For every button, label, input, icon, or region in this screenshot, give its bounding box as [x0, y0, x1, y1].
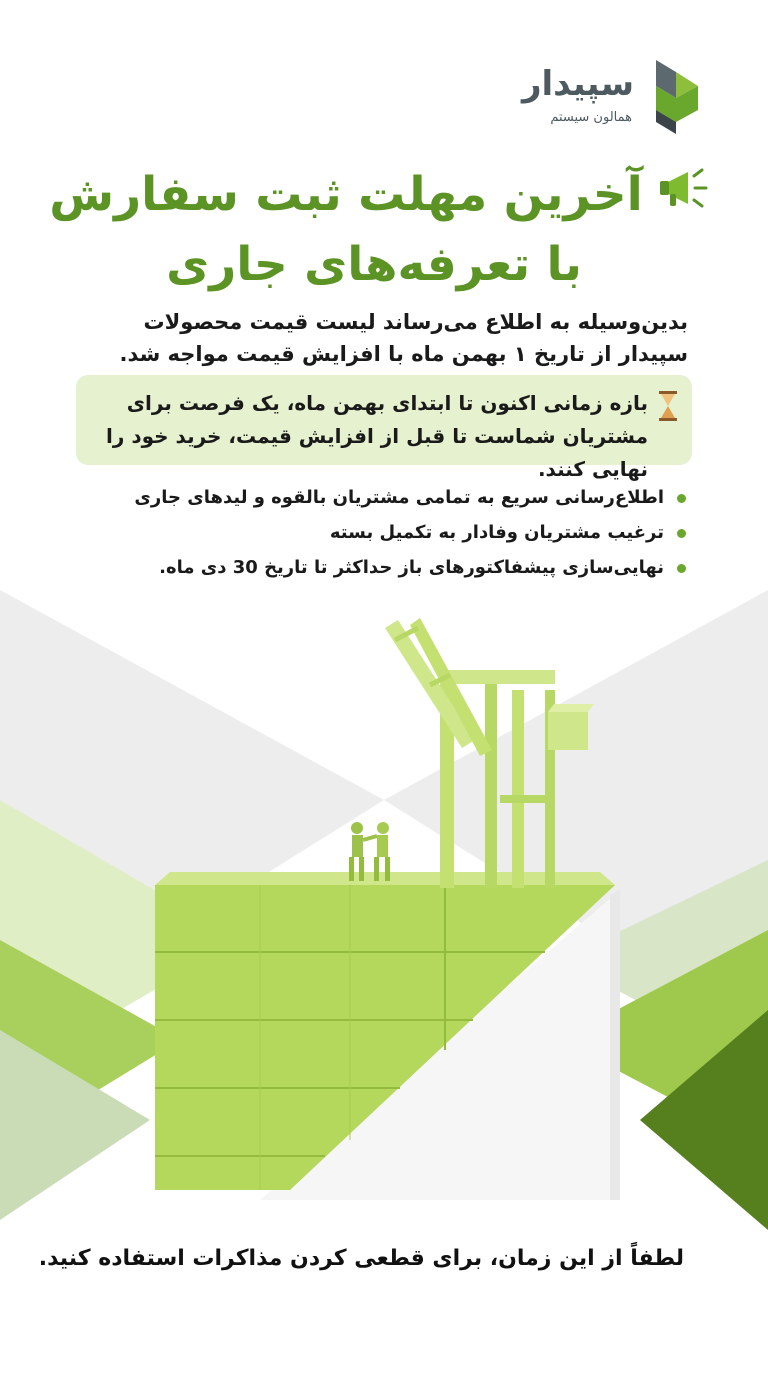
megaphone-icon [658, 166, 712, 214]
brand-logo [498, 60, 698, 134]
bullet-list [66, 480, 686, 585]
hourglass-icon [658, 391, 678, 421]
notice-box [76, 375, 692, 481]
headline [40, 160, 708, 300]
brand-name: سپیدار [521, 64, 634, 104]
bullet-dot [677, 529, 686, 538]
bullet-dot [677, 494, 686, 503]
brand-tagline: همالون سیستم [550, 110, 632, 125]
notice-text: بازه زمانی اکنون تا ابتدای بهمن ماه، یک فرصت برای مشتریان شماست تا قبل از افزایش قیمت، خرید خود را نهایی کنند. [106, 391, 648, 481]
headline-line-1: آخرین مهلت ثبت سفارش [49, 167, 643, 222]
list-item: نهایی‌سازی پیشفاکتورهای باز حداکثر تا تاریخ 30 دی ماه. [66, 550, 686, 585]
container-crane-illustration [0, 600, 768, 1240]
bullet-dot [677, 564, 686, 573]
intro-text: بدین‌وسیله به اطلاع می‌رساند لیست قیمت محصولات سپیدار از تاریخ ۱ بهمن ماه با افزایش قیمت مواجه شد. [119, 310, 688, 366]
footer-note: لطفاً از این زمان، برای قطعی کردن مذاکرات استفاده کنید. [38, 1246, 684, 1271]
list-item: ترغیب مشتریان وفادار به تکمیل بسته [66, 515, 686, 550]
list-item: اطلاع‌رسانی سریع به تمامی مشتریان بالقوه و لیدهای جاری [66, 480, 686, 515]
logo-mark-icon [648, 60, 698, 134]
headline-line-2: با تعرفه‌های جاری [166, 237, 582, 292]
